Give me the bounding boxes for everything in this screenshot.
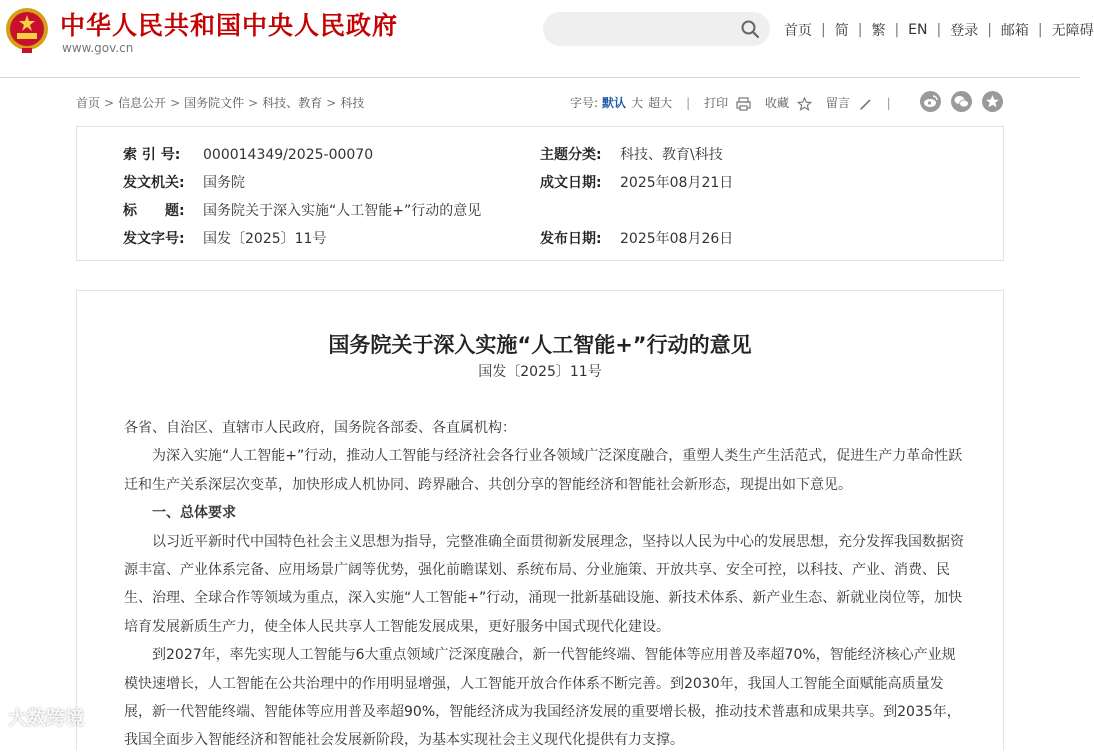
weibo-icon[interactable] (920, 91, 941, 112)
site-title[interactable]: 中华人民共和国中央人民政府 (60, 11, 399, 40)
breadcrumb-separator: > (170, 96, 181, 110)
nav-separator: | (894, 22, 900, 38)
document-info-panel (76, 126, 1004, 261)
comment-button[interactable] (826, 94, 873, 111)
nav-traditional[interactable]: 繁 (871, 23, 886, 39)
info-category-label: 主题分类: (540, 147, 602, 163)
article-intro-paragraph: 为深入实施“人工智能+”行动，推动人工智能与经济社会各行业各领域广泛深度融合，重塑人类生产生活范式，促进生产力革命性跃迁和生产关系深层次变革，加快形成人机协同、跨界融合、共创分享的智能经济和智能社会新形态，现提出如下意见。 (124, 448, 963, 493)
info-publish-date-value: 2025年08月26日 (620, 231, 734, 247)
search-input[interactable] (559, 19, 729, 39)
breadcrumb-home[interactable]: 首页 (76, 96, 101, 110)
info-category-row (540, 144, 723, 164)
breadcrumb-separator: > (326, 96, 337, 110)
nav-separator: | (857, 22, 863, 38)
article-section-heading: 一、总体要求 (152, 505, 236, 522)
site-header (0, 0, 1094, 78)
breadcrumb-science[interactable]: 科技 (340, 96, 365, 110)
font-size-default[interactable]: 默认 (602, 96, 627, 110)
article-body (124, 414, 964, 755)
info-issuer-value: 国务院 (203, 175, 245, 191)
breadcrumb-separator: > (248, 96, 259, 110)
info-publish-date-label: 发布日期: (540, 231, 602, 247)
breadcrumb-sci-edu[interactable]: 科技、教育 (262, 96, 323, 110)
nav-accessibility[interactable]: 无障碍 (1051, 23, 1094, 39)
info-docno-value: 国发〔2025〕11号 (203, 231, 327, 247)
article-salutation: 各省、自治区、直辖市人民政府，国务院各部委、各直属机构： (124, 420, 516, 436)
info-title-value: 国务院关于深入实施“人工智能+”行动的意见 (203, 203, 482, 219)
breadcrumb-info-disclosure[interactable]: 信息公开 (118, 96, 167, 110)
breadcrumb-separator: > (104, 96, 115, 110)
info-docno-row (123, 228, 326, 248)
national-emblem-icon[interactable] (4, 6, 50, 54)
tools-separator: | (886, 95, 891, 110)
print-label: 打印 (704, 96, 729, 110)
tools-separator: | (686, 95, 691, 110)
article-tools (570, 94, 905, 111)
article-paragraph: 以习近平新时代中国特色社会主义思想为指导，完整准确全面贯彻新发展理念，坚持以人民为中心的发展思想，充分发挥我国数据资源丰富、产业体系完备、应用场景广阔等优势，强化前瞻谋划、系统布局、分业施策、开放共享、安全可控，以科技、产业、消费、民生、治理、全球合作等领域为重点，深入实施“人工智能+”行动，涌现一批新基础设施、新技术体系、新产业生态、新就业岗位等，加快培育发展新质生产力，使全体人民共享人工智能发展成果，更好服务中国式现代化建设。 (124, 533, 964, 635)
info-written-date-row (540, 172, 733, 192)
info-written-date-value: 2025年08月21日 (620, 175, 734, 191)
info-issuer-row (123, 172, 245, 192)
article-doc-number: 国发〔2025〕11号 (478, 364, 602, 380)
info-index-row (123, 144, 373, 164)
info-docno-label: 发文字号: (123, 231, 185, 247)
watermark-text: 大数跨境 (8, 707, 85, 729)
info-publish-date-row (540, 228, 733, 248)
search-icon[interactable] (740, 19, 760, 39)
nav-separator: | (936, 22, 942, 38)
search-box (543, 12, 770, 46)
nav-home[interactable]: 首页 (784, 23, 812, 39)
info-title-row (123, 200, 481, 220)
star-icon[interactable] (982, 91, 1003, 112)
breadcrumb-state-council-docs[interactable]: 国务院文件 (184, 96, 245, 110)
article-panel (76, 290, 1004, 750)
pencil-icon (858, 97, 873, 111)
nav-login[interactable]: 登录 (950, 23, 979, 39)
favorite-button[interactable] (765, 94, 812, 111)
nav-simplified[interactable]: 简 (834, 23, 849, 39)
info-index-label: 索 引 号: (123, 147, 181, 163)
article-paragraph: 到2027年，率先实现人工智能与6大重点领域广泛深度融合，新一代智能终端、智能体等应用普及率超70%，智能经济核心产业规模快速增长，人工智能在公共治理中的作用明显增强，人工智能开放合作体系不断完善。到2030年，我国人工智能全面赋能高质量发展，新一代智能终端、智能体等应用普及率超90%，智能经济成为我国经济发展的重要增长极，推动技术普惠和成果共享。到2035年，我国全面步入智能经济和智能社会发展新阶段，为基本实现社会主义现代化提供有力支撑。 (124, 647, 961, 749)
font-size-large[interactable]: 大 (631, 96, 644, 110)
nav-separator: | (987, 22, 992, 38)
nav-separator: | (821, 22, 826, 38)
printer-icon (736, 97, 751, 111)
breadcrumb (76, 94, 364, 111)
site-url: www.gov.cn (62, 41, 134, 55)
info-title-label: 标 题: (123, 203, 185, 219)
comment-label: 留言 (825, 96, 850, 110)
star-outline-icon (797, 97, 812, 111)
wechat-icon[interactable] (951, 91, 972, 112)
article-title: 国务院关于深入实施“人工智能+”行动的意见 (328, 333, 752, 357)
font-size-xlarge[interactable]: 超大 (648, 96, 673, 110)
nav-english[interactable]: EN (908, 22, 928, 38)
top-nav (784, 20, 1094, 40)
favorite-label: 收藏 (764, 96, 789, 110)
nav-mail[interactable]: 邮箱 (1000, 23, 1029, 39)
print-button[interactable] (704, 94, 751, 111)
info-category-value: 科技、教育\科技 (620, 147, 723, 163)
font-size-label: 字号: (570, 96, 599, 110)
info-issuer-label: 发文机关: (123, 175, 185, 191)
info-written-date-label: 成文日期: (540, 175, 602, 191)
info-index-value: 000014349/2025-00070 (203, 147, 374, 163)
nav-separator: | (1037, 22, 1043, 38)
